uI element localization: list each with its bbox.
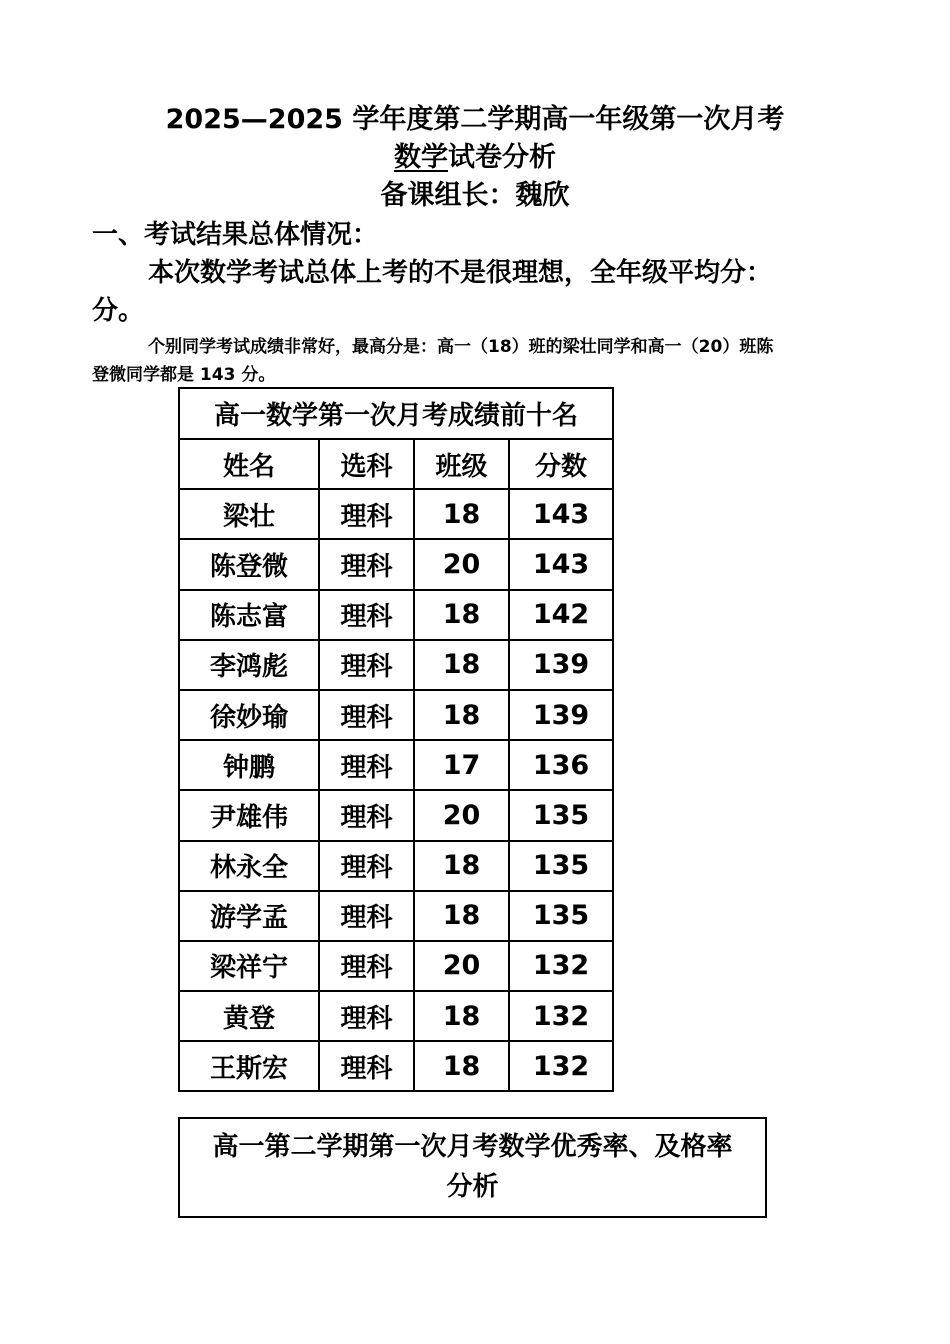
subtitle-rest: 试卷分析 (448, 142, 556, 173)
rate-analysis-line-2: 分析 (446, 1172, 499, 1202)
cell-name: 黄登 (179, 991, 319, 1041)
cell-class: 20 (414, 941, 509, 991)
table-row (179, 941, 613, 991)
cell-name: 徐妙瑜 (179, 690, 319, 740)
cell-name: 钟鹏 (179, 740, 319, 790)
cell-subject: 理科 (319, 640, 414, 690)
cell-score: 132 (509, 941, 613, 991)
header-class: 班级 (414, 439, 509, 489)
table-row (179, 590, 613, 640)
cell-class: 20 (414, 790, 509, 840)
cell-subject: 理科 (319, 1041, 414, 1091)
cell-name: 梁祥宁 (179, 941, 319, 991)
cell-name: 陈志富 (179, 590, 319, 640)
cell-subject: 理科 (319, 590, 414, 640)
cell-score: 135 (509, 841, 613, 891)
title-line-1: 2025—2025 学年度第二学期高一年级第一次月考 (165, 104, 785, 135)
header-score: 分数 (509, 439, 613, 489)
cell-name: 游学孟 (179, 891, 319, 941)
table-body (179, 489, 613, 1091)
cell-name: 李鸿彪 (179, 640, 319, 690)
table-row (179, 891, 613, 941)
group-leader-line (0, 178, 950, 214)
group-leader-text: 备课组长：魏欣 (380, 180, 570, 211)
top-score-detail-line-2: 登微同学都是 143 分。 (92, 365, 276, 385)
cell-score: 143 (509, 489, 613, 539)
cell-subject: 理科 (319, 941, 414, 991)
cell-name: 林永全 (179, 841, 319, 891)
cell-class: 18 (414, 640, 509, 690)
header-name: 姓名 (179, 439, 319, 489)
section-heading-overall: 一、考试结果总体情况： (92, 220, 379, 250)
cell-class: 20 (414, 539, 509, 589)
table-row (179, 539, 613, 589)
rate-analysis-heading-box (178, 1117, 767, 1218)
overall-summary-line-2: 分。 (92, 296, 145, 326)
table-row (179, 841, 613, 891)
cell-subject: 理科 (319, 891, 414, 941)
rate-analysis-line-1: 高一第二学期第一次月考数学优秀率、及格率 (212, 1132, 733, 1162)
cell-subject: 理科 (319, 740, 414, 790)
cell-score: 143 (509, 539, 613, 589)
cell-score: 142 (509, 590, 613, 640)
table-header-row (179, 439, 613, 489)
table-row (179, 640, 613, 690)
table-row (179, 690, 613, 740)
table-row (179, 1041, 613, 1091)
table-row (179, 790, 613, 840)
cell-name: 梁壮 (179, 489, 319, 539)
cell-score: 135 (509, 891, 613, 941)
cell-score: 139 (509, 640, 613, 690)
overall-summary-line-1: 本次数学考试总体上考的不是很理想，全年级平均分： (148, 258, 773, 288)
table-row (179, 991, 613, 1041)
cell-class: 17 (414, 740, 509, 790)
top-ten-table (178, 387, 614, 1092)
cell-class: 18 (414, 891, 509, 941)
document-title (0, 102, 950, 138)
cell-class: 18 (414, 1041, 509, 1091)
cell-class: 18 (414, 991, 509, 1041)
cell-subject: 理科 (319, 690, 414, 740)
cell-subject: 理科 (319, 489, 414, 539)
cell-class: 18 (414, 590, 509, 640)
cell-name: 陈登微 (179, 539, 319, 589)
cell-score: 135 (509, 790, 613, 840)
cell-class: 18 (414, 489, 509, 539)
header-subject: 选科 (319, 439, 414, 489)
subtitle-underlined-word: 数学 (394, 142, 448, 173)
cell-score: 132 (509, 1041, 613, 1091)
cell-class: 18 (414, 841, 509, 891)
cell-score: 139 (509, 690, 613, 740)
cell-subject: 理科 (319, 790, 414, 840)
cell-score: 136 (509, 740, 613, 790)
top-score-detail-line-1: 个别同学考试成绩非常好，最高分是：高一（18）班的梁壮同学和高一（20）班陈 (148, 337, 774, 357)
table-row (179, 489, 613, 539)
cell-subject: 理科 (319, 991, 414, 1041)
document-subtitle (0, 140, 950, 176)
cell-subject: 理科 (319, 841, 414, 891)
cell-subject: 理科 (319, 539, 414, 589)
cell-score: 132 (509, 991, 613, 1041)
cell-name: 尹雄伟 (179, 790, 319, 840)
cell-name: 王斯宏 (179, 1041, 319, 1091)
cell-class: 18 (414, 690, 509, 740)
table-row (179, 740, 613, 790)
table-caption: 高一数学第一次月考成绩前十名 (179, 388, 613, 439)
